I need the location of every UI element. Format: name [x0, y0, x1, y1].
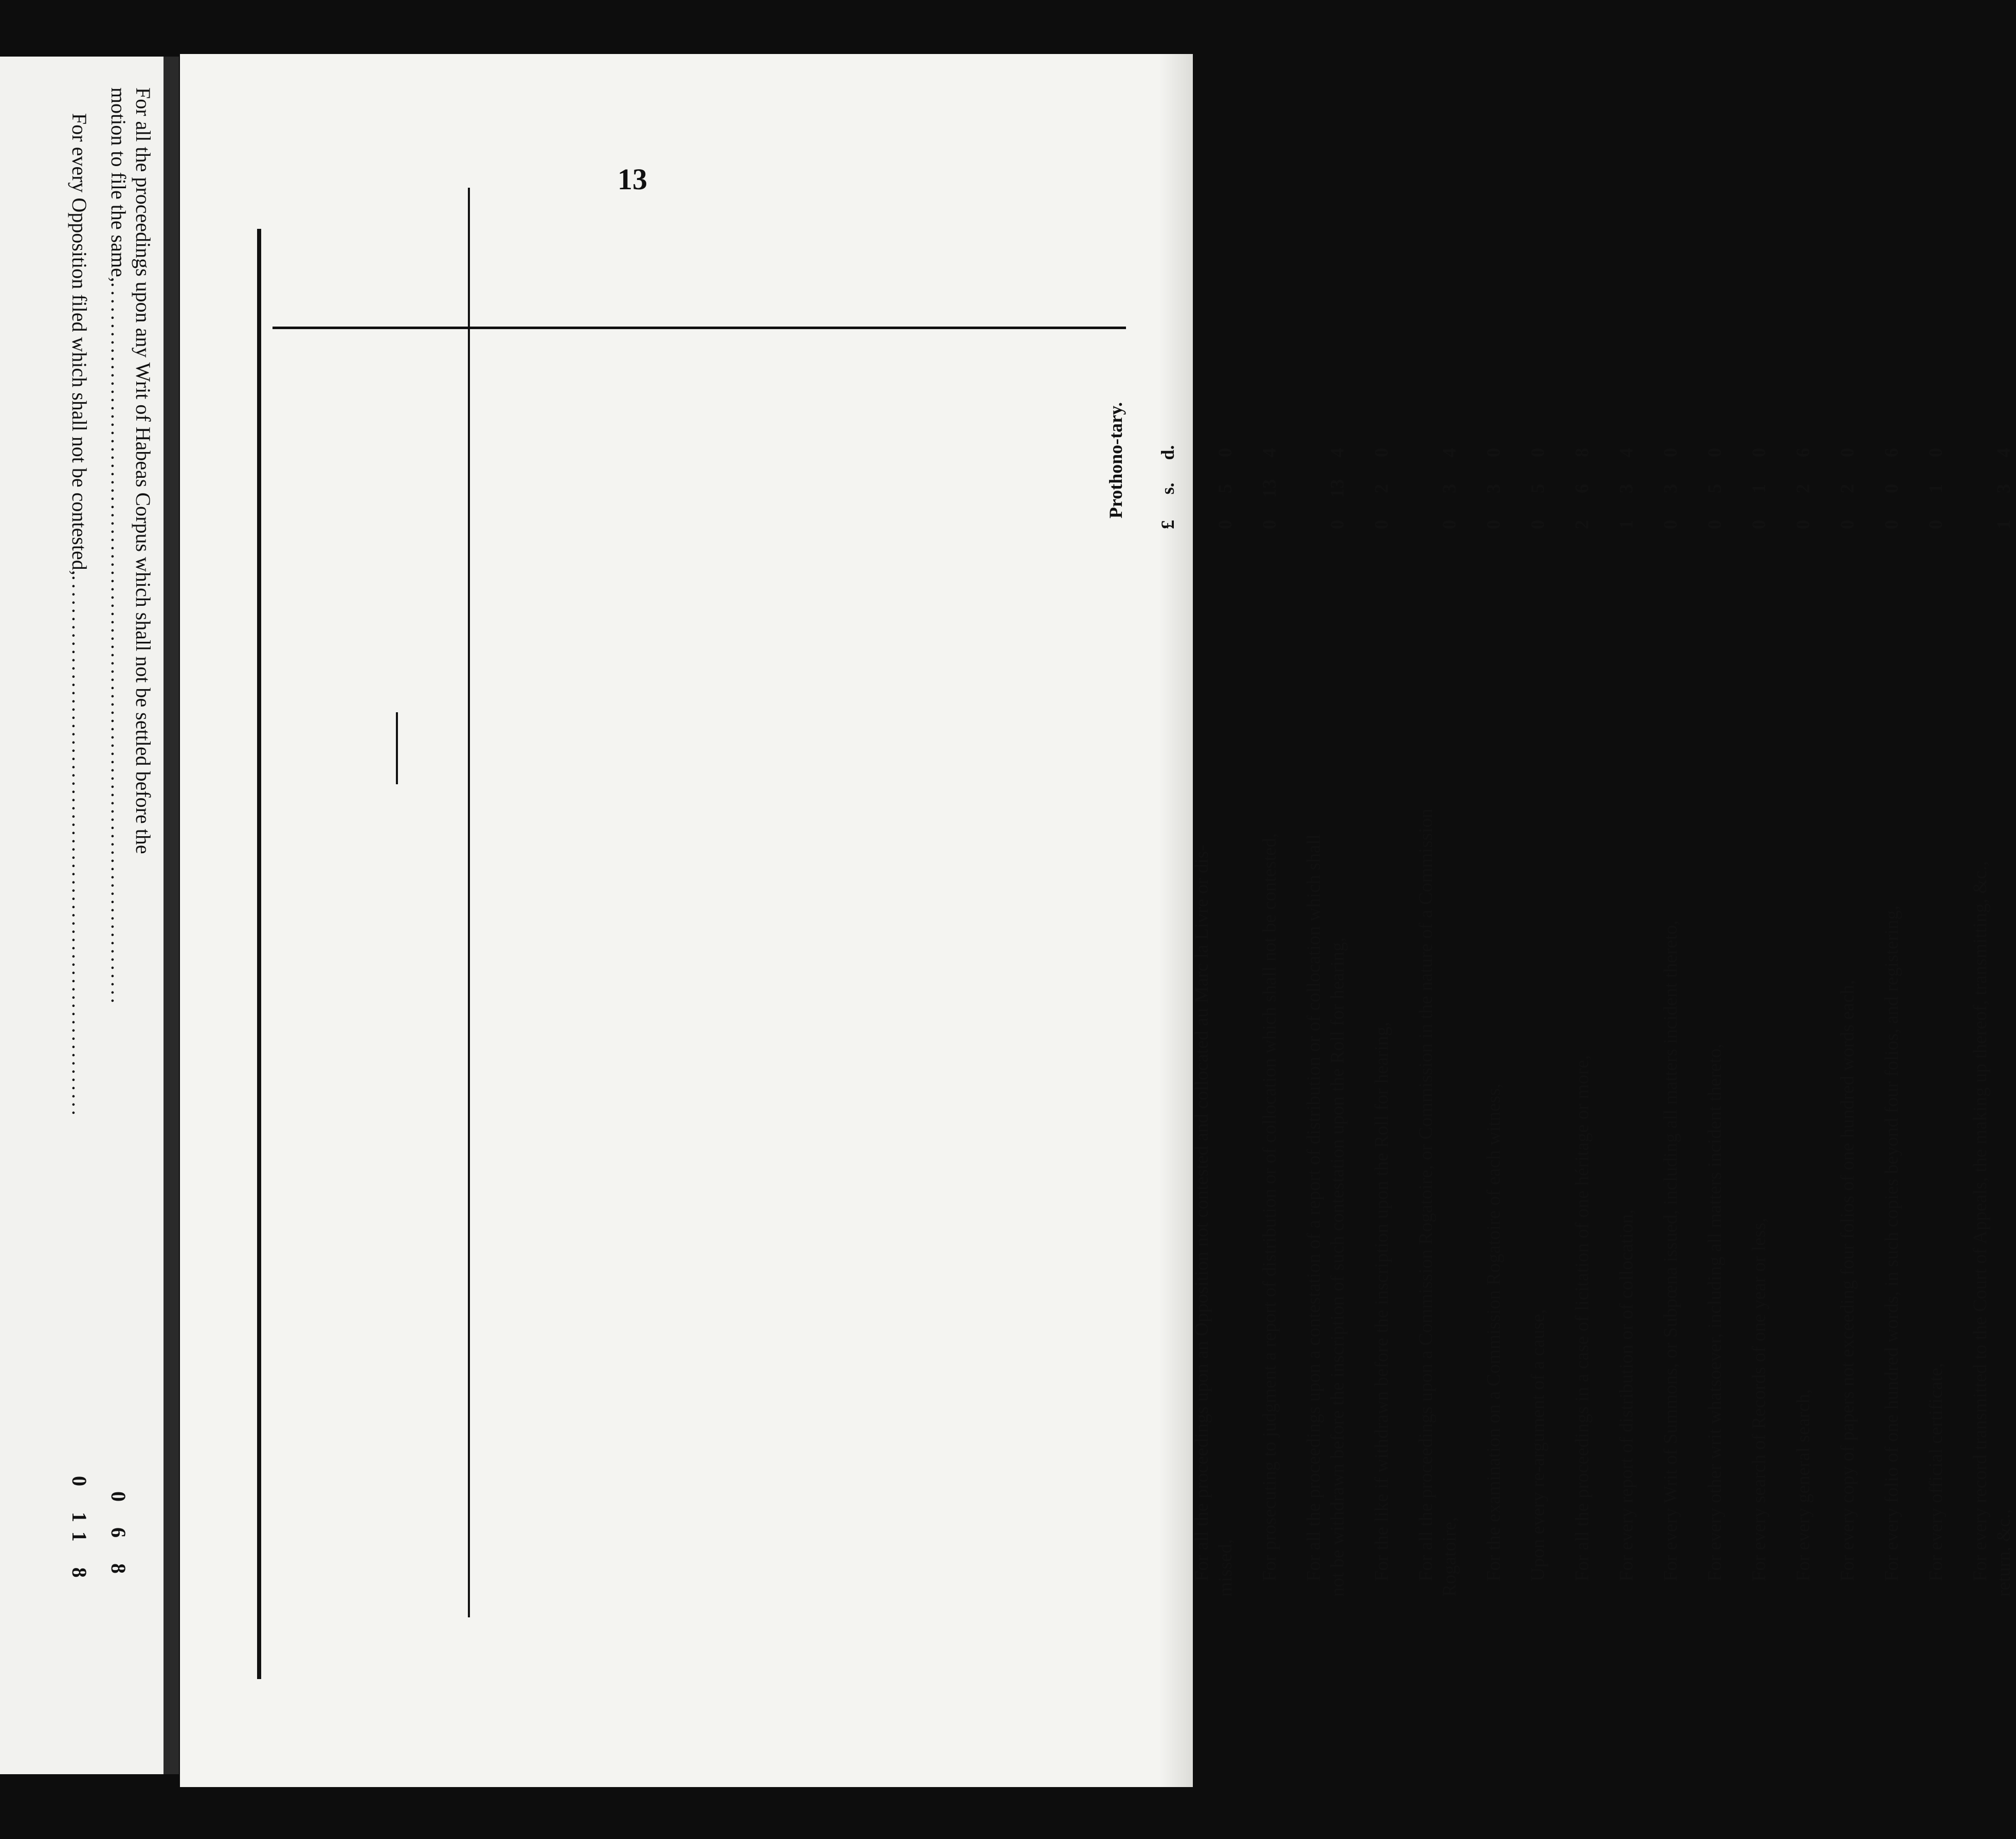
fee-amount	[1792, 388, 1815, 543]
fee-pence: 4	[1439, 447, 1460, 458]
fee-description-line: For all the proceedings in a case of licitation of one héritage or more,	[1572, 1055, 1593, 1581]
fee-description-line: For every record transmitted to the Court of Appeals, the making up thereof, transmitting, &c.,	[1970, 861, 1991, 1581]
fee-pounds: 0	[1660, 519, 1681, 530]
fee-shillings: 3	[1993, 483, 2014, 494]
left-line-1-text: For all the proceedings upon any Writ of Habeas Corpus which shall not be settled before the	[132, 87, 155, 854]
fee-shillings: 1	[1749, 483, 1770, 494]
fee-description-line: For all the proceedings upon a contestation of a report of distribution or of collocation which shall	[1303, 834, 1324, 1581]
fee-pounds: 0	[1439, 519, 1460, 530]
table-top-rule	[273, 327, 1126, 329]
fee-amount	[1438, 388, 1462, 543]
fee-shillings: 3	[1616, 483, 1637, 494]
previous-page-rotated-content	[0, 57, 164, 1774]
fee-amount	[1992, 388, 2016, 543]
fee-pence: 6	[1881, 447, 1902, 458]
fee-description-line: For every Writ of Summons, or Subpœna issued, including all matters incident thereto,	[1660, 920, 1681, 1581]
shillings-unit: s.	[1157, 482, 1178, 495]
fee-description	[1703, 568, 1727, 1597]
fee-description-line: For every general search,	[1793, 1389, 1814, 1581]
left-line-3-text: For every Opposition filed which shall not be contested,	[68, 113, 91, 575]
fee-description-line: For all the proceedings upon a Commission Rogatoire, or Commission in the nature of a Commission	[1415, 808, 1437, 1581]
page-13	[180, 54, 2014, 1787]
fee-shillings: 3	[1660, 483, 1681, 494]
fee-shillings: 5	[1215, 483, 1236, 494]
fee-description	[1748, 568, 1771, 1597]
left-line-3: For every Opposition filed which shall not be contested,..................................................................	[68, 113, 91, 1119]
fee-description	[1527, 568, 1550, 1597]
fee-pounds: 0	[1528, 519, 1549, 530]
fee-pence: 0	[1749, 447, 1770, 458]
fee-amount	[1370, 388, 1394, 543]
fee-pounds: 0	[1749, 519, 1770, 530]
fee-pence: 4	[1327, 447, 1348, 458]
fee-shillings: 2	[1793, 483, 1814, 494]
fee-pence: 4	[1259, 447, 1280, 458]
currency-units-header	[1157, 378, 1178, 543]
fee-description-line: For prosecuting to judgment a report of distribution or of collocation which shall not be contested,	[1259, 833, 1280, 1581]
fee-description-line: For every report of distribution or of collocation,	[1616, 1209, 1637, 1581]
fee-description	[1836, 568, 1860, 1597]
fee-description	[1258, 568, 1282, 1597]
fee-shillings: 13	[1259, 479, 1280, 498]
fee-amount	[1924, 388, 1948, 543]
fee-pounds: 1	[1993, 519, 2014, 530]
fee-description	[1969, 568, 2016, 1597]
fee-shillings: 6	[1572, 483, 1593, 494]
left-line-2-amount: 0 6 8	[107, 1491, 130, 1584]
fee-description-line: missed,	[1215, 1539, 1236, 1597]
fee-pounds: 0	[1926, 519, 1947, 530]
fee-description-line: For all the proceedings upon an Opposition not contested and collocated au Marc la Livre or dis-	[1191, 844, 1212, 1581]
fee-description	[1615, 568, 1639, 1597]
fee-shillings: 2	[1837, 483, 1858, 494]
fee-description-line: For every search of Records of one year or less,	[1749, 1218, 1770, 1581]
page-number: 13	[617, 163, 647, 196]
left-line-3-amount: 0 11 8	[68, 1476, 91, 1588]
fee-description	[1880, 568, 1904, 1597]
fee-description-line: return, &c.,	[1993, 1509, 2014, 1597]
fee-pence: 0	[1926, 447, 1947, 458]
fee-pounds: 1	[1616, 519, 1637, 530]
fee-description-line: For every copy of papers not exceeding four folios of one hundred words each,	[1837, 980, 1858, 1581]
fee-pence: 0	[1371, 447, 1392, 458]
fee-description-line: Rogatoire,	[1439, 1517, 1460, 1597]
fee-amount	[1659, 388, 1683, 543]
fee-shillings: 13	[1327, 479, 1348, 498]
fee-amount	[1836, 388, 1860, 543]
fee-description-line: For every other writ whatsoever, including all matters incident thereto,	[1704, 1043, 1726, 1581]
fee-pounds: 0	[1793, 519, 1814, 530]
fee-amount	[1880, 388, 1904, 543]
fee-amount	[1326, 388, 1350, 543]
fee-description	[1924, 568, 1948, 1597]
previous-page-fragment	[0, 57, 164, 1774]
pounds-unit: £	[1157, 520, 1178, 529]
fee-description	[1482, 568, 1506, 1597]
fee-pounds: 2	[1572, 519, 1593, 530]
fee-shillings: 3	[1483, 483, 1504, 494]
fee-description	[1190, 568, 1238, 1597]
fee-description	[1370, 568, 1394, 1597]
fee-shillings: 5	[1528, 483, 1549, 494]
fee-description-line: For the examination on a Commission Rogatoire of each witness,	[1483, 1084, 1504, 1581]
fee-amount	[1615, 388, 1639, 543]
fee-table-rotated	[1100, 177, 2014, 1617]
fee-description	[1571, 568, 1594, 1597]
fee-pence: 0	[1837, 447, 1858, 458]
fee-pence: 0	[1528, 447, 1549, 458]
fee-amount	[1571, 388, 1594, 543]
fee-pounds: 0	[1327, 519, 1348, 530]
fee-shillings: 1	[1926, 483, 1947, 494]
fee-pounds: 0	[1881, 519, 1902, 530]
fee-pence: 8	[1572, 447, 1593, 458]
fee-amount	[1482, 388, 1506, 543]
fee-pence: 0	[1704, 447, 1726, 458]
fee-shillings: 2	[1371, 483, 1392, 494]
fee-pounds: 0	[1837, 519, 1858, 530]
fee-pounds: 0	[1704, 519, 1726, 530]
fee-description-line: not be withdrawn before the inscription of such contestation upon the Roll for hearing,	[1327, 937, 1348, 1597]
fee-pounds: 0	[1259, 519, 1280, 530]
fee-pounds: 0	[1371, 519, 1392, 530]
fee-description-line: For every official certificate,	[1926, 1363, 1947, 1581]
fee-pence: 6	[1793, 447, 1814, 458]
fee-pence: 0	[1215, 447, 1236, 458]
pence-unit: d.	[1157, 445, 1178, 460]
column-separator-rule	[468, 188, 470, 1617]
fee-pence: 4	[1616, 447, 1637, 458]
fee-amount	[1703, 388, 1727, 543]
fee-amount	[1527, 388, 1550, 543]
fee-shillings: 5	[1704, 483, 1726, 494]
fee-amount	[1748, 388, 1771, 543]
fee-shillings: 3	[1439, 483, 1460, 494]
fee-description	[1414, 568, 1462, 1597]
fee-shillings: 0	[1881, 483, 1902, 494]
fee-description	[1659, 568, 1683, 1597]
fee-amount	[1258, 388, 1282, 543]
fee-pounds: 0	[1483, 519, 1504, 530]
fee-description	[1792, 568, 1815, 1597]
fee-pence: 0	[1483, 447, 1504, 458]
left-line-2-text: motion to file the same,	[107, 87, 130, 282]
fee-description	[1302, 568, 1350, 1597]
fee-amount	[1214, 388, 1238, 543]
fee-description-line: For every folio of one hundred words, in such copies beyond four folios, and registering,	[1881, 905, 1902, 1581]
fee-pounds: 0	[1215, 519, 1236, 530]
table-left-border	[257, 229, 261, 1679]
header-rule	[396, 712, 398, 784]
left-line-1	[131, 87, 155, 1013]
book-gutter	[164, 57, 179, 1774]
fee-description-line: Upon every re-argument of a cause,	[1528, 1309, 1549, 1581]
prothonotary-header-title: Prothono-tary.	[1105, 402, 1126, 519]
fee-pence: 0	[1660, 447, 1681, 458]
left-line-2: motion to file the same,........................................................................................	[107, 87, 130, 1006]
fee-pence: 4	[1993, 447, 2014, 458]
fee-description-line: For the like if withdrawn before the inscription upon the Roll for hearing,	[1371, 1021, 1392, 1581]
